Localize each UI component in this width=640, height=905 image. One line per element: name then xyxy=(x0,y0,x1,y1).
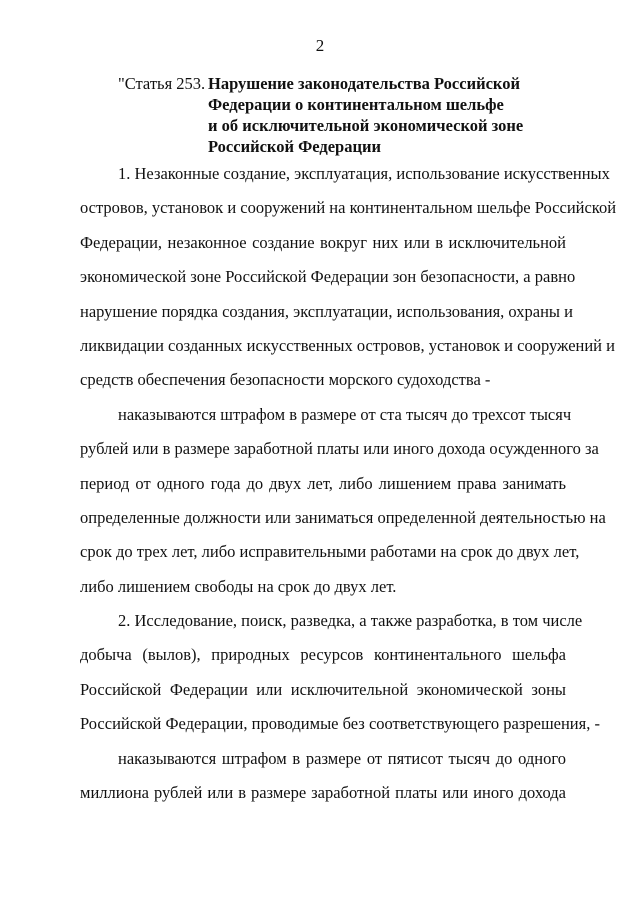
text-line: 1. Незаконные создание, эксплуатация, использование искусственных xyxy=(118,164,610,183)
paragraph-part-2 xyxy=(80,604,600,742)
text-line: период от одного года до двух лет, либо лишением права занимать xyxy=(80,473,566,493)
article-title-line: и об исключительной экономической зоне xyxy=(208,116,524,135)
article-title-line: Российской Федерации xyxy=(208,137,381,156)
text-line: миллиона рублей или в размере заработной платы или иного дохода xyxy=(80,783,566,803)
article-body xyxy=(80,157,617,810)
text-line: определенные должности или заниматься определенной деятельностью на xyxy=(80,507,606,527)
text-line: экономической зоне Российской Федерации зон безопасности, а равно xyxy=(80,267,576,287)
article-title xyxy=(208,73,568,157)
text-line: рублей или в размере заработной платы или иного дохода осужденного за xyxy=(80,439,599,459)
text-line: Федерации, незаконное создание вокруг них или в исключительной xyxy=(80,232,566,252)
article-title-line: Федерации о континентальном шельфе xyxy=(208,95,504,114)
paragraph-penalty-2 xyxy=(80,742,566,811)
text-line: островов, установок и сооружений на континентальном шельфе Российской xyxy=(80,198,617,218)
text-line: наказываются штрафом в размере от пятисот тысяч до одного xyxy=(118,748,566,768)
article-title-line: Нарушение законодательства Российской xyxy=(208,74,520,93)
text-line: либо лишением свободы на срок до двух лет. xyxy=(80,576,397,596)
text-line: 2. Исследование, поиск, разведка, а также разработка, в том числе xyxy=(118,611,583,631)
page-number: 2 xyxy=(315,36,325,55)
text-line: наказываются штрафом в размере от ста тысяч до трехсот тысяч xyxy=(118,404,572,424)
paragraph-part-1 xyxy=(80,157,617,398)
text-line: ликвидации созданных искусственных островов, установок и сооружений и xyxy=(80,335,615,355)
text-line: нарушение порядка создания, эксплуатации, использования, охраны и xyxy=(80,301,573,321)
text-line: добыча (вылов), природных ресурсов континентального шельфа xyxy=(80,645,566,665)
text-line: средств обеспечения безопасности морского судоходства - xyxy=(80,370,491,390)
article-number: "Статья 253. xyxy=(118,74,206,93)
text-line: срок до трех лет, либо исправительными работами на срок до двух лет, xyxy=(80,542,580,562)
text-line: Российской Федерации, проводимые без соответствующего разрешения, - xyxy=(80,714,600,734)
paragraph-penalty-1 xyxy=(80,398,606,604)
text-line: Российской Федерации или исключительной экономической зоны xyxy=(80,679,566,699)
